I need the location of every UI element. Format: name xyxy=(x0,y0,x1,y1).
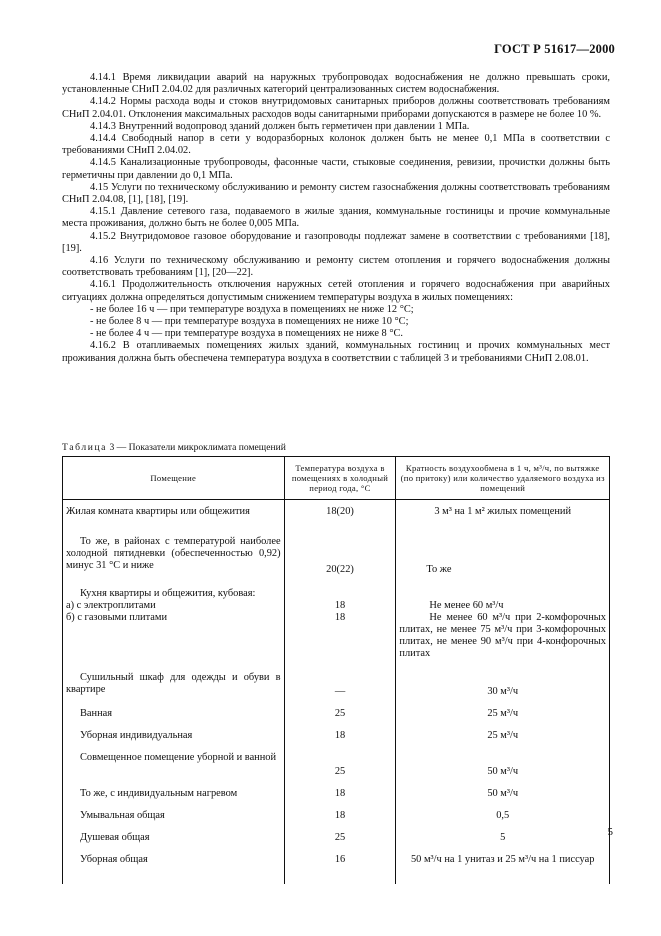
table-header-row xyxy=(63,457,610,500)
cell-room-sub-b: б) с газовыми плитами xyxy=(66,612,168,623)
paragraph: 4.14.2 Нормы расхода воды и стоков внутридомовых санитарных приборов должны соответствовать требованиям СНиП 2.04.01. Отклонения максимальных расходов воды санитарными приборами допускаются в размере не более 10 %. xyxy=(62,96,610,120)
table-row xyxy=(63,662,610,698)
table-caption-title: 3 — Показатели микроклимата помещений xyxy=(107,442,286,453)
cell-room-text: Сушильный шкаф для одежды и обуви в квартире xyxy=(66,672,281,695)
list-item: - не более 16 ч — при температуре воздуха в помещениях не ниже 12 °С; xyxy=(90,303,414,315)
cell-temperature: 16 xyxy=(284,844,396,884)
body-text xyxy=(62,72,610,365)
cell-air-exchange xyxy=(396,578,610,662)
cell-room xyxy=(63,698,285,720)
cell-air-exchange: 50 м³/ч xyxy=(396,742,610,778)
list-item: - не более 8 ч — при температуре воздуха в помещениях не ниже 10 °С; xyxy=(90,316,409,328)
header-room: Помещение xyxy=(63,457,285,500)
table-row xyxy=(63,500,610,537)
table-caption-label: Таблица xyxy=(62,442,108,453)
cell-temperature: 25 xyxy=(284,698,396,720)
cell-temperature: 18(20) xyxy=(284,500,396,537)
cell-room xyxy=(63,778,285,800)
header-temperature: Температура воздуха в помещениях в холодный период года, °С xyxy=(284,457,396,500)
table-row xyxy=(63,822,610,844)
paragraph: 4.15 Услуги по техническому обслуживанию и ремонту систем газоснабжения должны соответствовать требованиям СНиП 2.04.08, [1], [18], [19]. xyxy=(62,181,610,206)
table-row xyxy=(63,778,610,800)
cell-room: Жилая комната квартиры или общежития xyxy=(63,500,285,537)
paragraph: 4.14.3 Внутренний водопровод зданий должен быть герметичен при давлении 1 МПа. xyxy=(90,120,470,132)
table-row xyxy=(63,844,610,884)
cell-air-exchange: То же xyxy=(396,536,610,578)
cell-air-exchange: 50 м³/ч xyxy=(396,778,610,800)
cell-temperature: 25 xyxy=(284,822,396,844)
table-row xyxy=(63,800,610,822)
cell-room-text: Уборная индивидуальная xyxy=(80,730,193,741)
cell-room xyxy=(63,578,285,662)
cell-room xyxy=(63,800,285,822)
paragraph: 4.15.2 Внутридомовое газовое оборудование и газопроводы подлежат замене в соответствии с требованиями [18], [19]. xyxy=(62,230,610,254)
table-row xyxy=(63,578,610,662)
table-row xyxy=(63,536,610,578)
paragraph: 4.16.1 Продолжительность отключения наружных сетей отопления и горячего водоснабжения при аварийных ситуациях должна определяться допустимым снижением температуры воздуха в жилых помещениях: xyxy=(62,279,610,303)
cell-room-text: Кухня квартиры и общежития, кубовая: xyxy=(80,588,256,599)
cell-air-exchange: 50 м³/ч на 1 унитаз и 25 м³/ч на 1 писсуар xyxy=(396,844,610,884)
cell-air-exchange: 0,5 xyxy=(396,800,610,822)
paragraph: 4.14.4 Свободный напор в сети у водоразборных колонок должен быть не менее 0,1 МПа в соответствии с требованиями СНиП 2.04.02. xyxy=(62,133,610,157)
cell-room xyxy=(63,536,285,578)
cell-room-text: То же, с индивидуальным нагревом xyxy=(80,788,238,799)
cell-air-a: Не менее 60 м³/ч xyxy=(429,600,504,611)
cell-temperature: 25 xyxy=(284,742,396,778)
cell-temperature: 18 xyxy=(284,800,396,822)
paragraph: 4.16.2 В отапливаемых помещениях жилых зданий, коммунальных гостиниц и прочих коммунальных мест проживания должна быть обеспечена температура воздуха в соответствии с таблицей 3 и требованиями СНиП 2.08.01. xyxy=(62,340,610,364)
paragraph: 4.14.5 Канализационные трубопроводы, фасонные части, стыковые соединения, ревизии, прочистки должны быть герметичны при давлении до 0,1 МПа. xyxy=(62,157,610,181)
cell-temperature: 18 xyxy=(284,778,396,800)
cell-room xyxy=(63,742,285,778)
cell-air-b: Не менее 60 м³/ч при 2-комфорочных плитах, не менее 75 м³/ч при 3-комфорочных плитах, не менее 90 м³/ч при 4-конфорочных плитах xyxy=(399,612,606,659)
paragraph: 4.14.1 Время ликвидации аварий на наружных трубопроводах водоснабжения не должно превышать сроки, установленные СНиП 2.04.02 для различных категорий централизованных систем водоснабжения. xyxy=(62,72,610,96)
list-item: - не более 4 ч — при температуре воздуха в помещениях не ниже 8 °С. xyxy=(90,328,404,340)
paragraph: 4.15.1 Давление сетевого газа, подаваемого в жилые здания, коммунальные гостиницы и прочие коммунальные места проживания, должно быть не более 0,005 МПа. xyxy=(62,206,610,230)
cell-room-text: Уборная общая xyxy=(80,854,148,865)
document-code: ГОСТ Р 51617—2000 xyxy=(494,42,615,56)
cell-air-exchange: 5 xyxy=(396,822,610,844)
cell-temp-a: 18 xyxy=(334,600,346,611)
table-row xyxy=(63,720,610,742)
cell-room xyxy=(63,822,285,844)
cell-temperature xyxy=(284,578,396,662)
cell-temperature: — xyxy=(284,662,396,698)
cell-temperature: 20(22) xyxy=(284,536,396,578)
cell-room-text: Совмещенное помещение уборной и ванной xyxy=(80,752,277,763)
cell-air-exchange: 3 м³ на 1 м² жилых помещений xyxy=(396,500,610,537)
cell-temperature: 18 xyxy=(284,720,396,742)
cell-room xyxy=(63,844,285,884)
cell-air-exchange: 30 м³/ч xyxy=(396,662,610,698)
microclimate-table xyxy=(62,456,610,884)
cell-room-text: Душевая общая xyxy=(80,832,150,843)
cell-air-exchange: 25 м³/ч xyxy=(396,698,610,720)
paragraph: 4.16 Услуги по техническому обслуживанию и ремонту систем отопления и горячего водоснабжения должны соответствовать требованиям [1], [20—22]. xyxy=(62,255,610,279)
cell-room-sub-a: а) с электроплитами xyxy=(66,600,156,611)
cell-room-text: Умывальная общая xyxy=(80,810,165,821)
cell-room-text: Ванная xyxy=(80,708,113,719)
cell-room-text: То же, в районах с температурой наиболее холодной пятидневки (обеспеченностью 0,92) минус 31 °С и ниже xyxy=(66,536,281,571)
page-number: 5 xyxy=(607,826,613,838)
header-air-exchange: Кратность воздухообмена в 1 ч, м³/ч, по вытяжке (по притоку) или количество удаляемого воздуха из помещений xyxy=(396,457,610,500)
table-row xyxy=(63,742,610,778)
table-caption xyxy=(62,442,286,453)
table-row xyxy=(63,698,610,720)
cell-air-exchange: 25 м³/ч xyxy=(396,720,610,742)
cell-room xyxy=(63,720,285,742)
cell-room xyxy=(63,662,285,698)
cell-temp-b: 18 xyxy=(334,612,346,623)
